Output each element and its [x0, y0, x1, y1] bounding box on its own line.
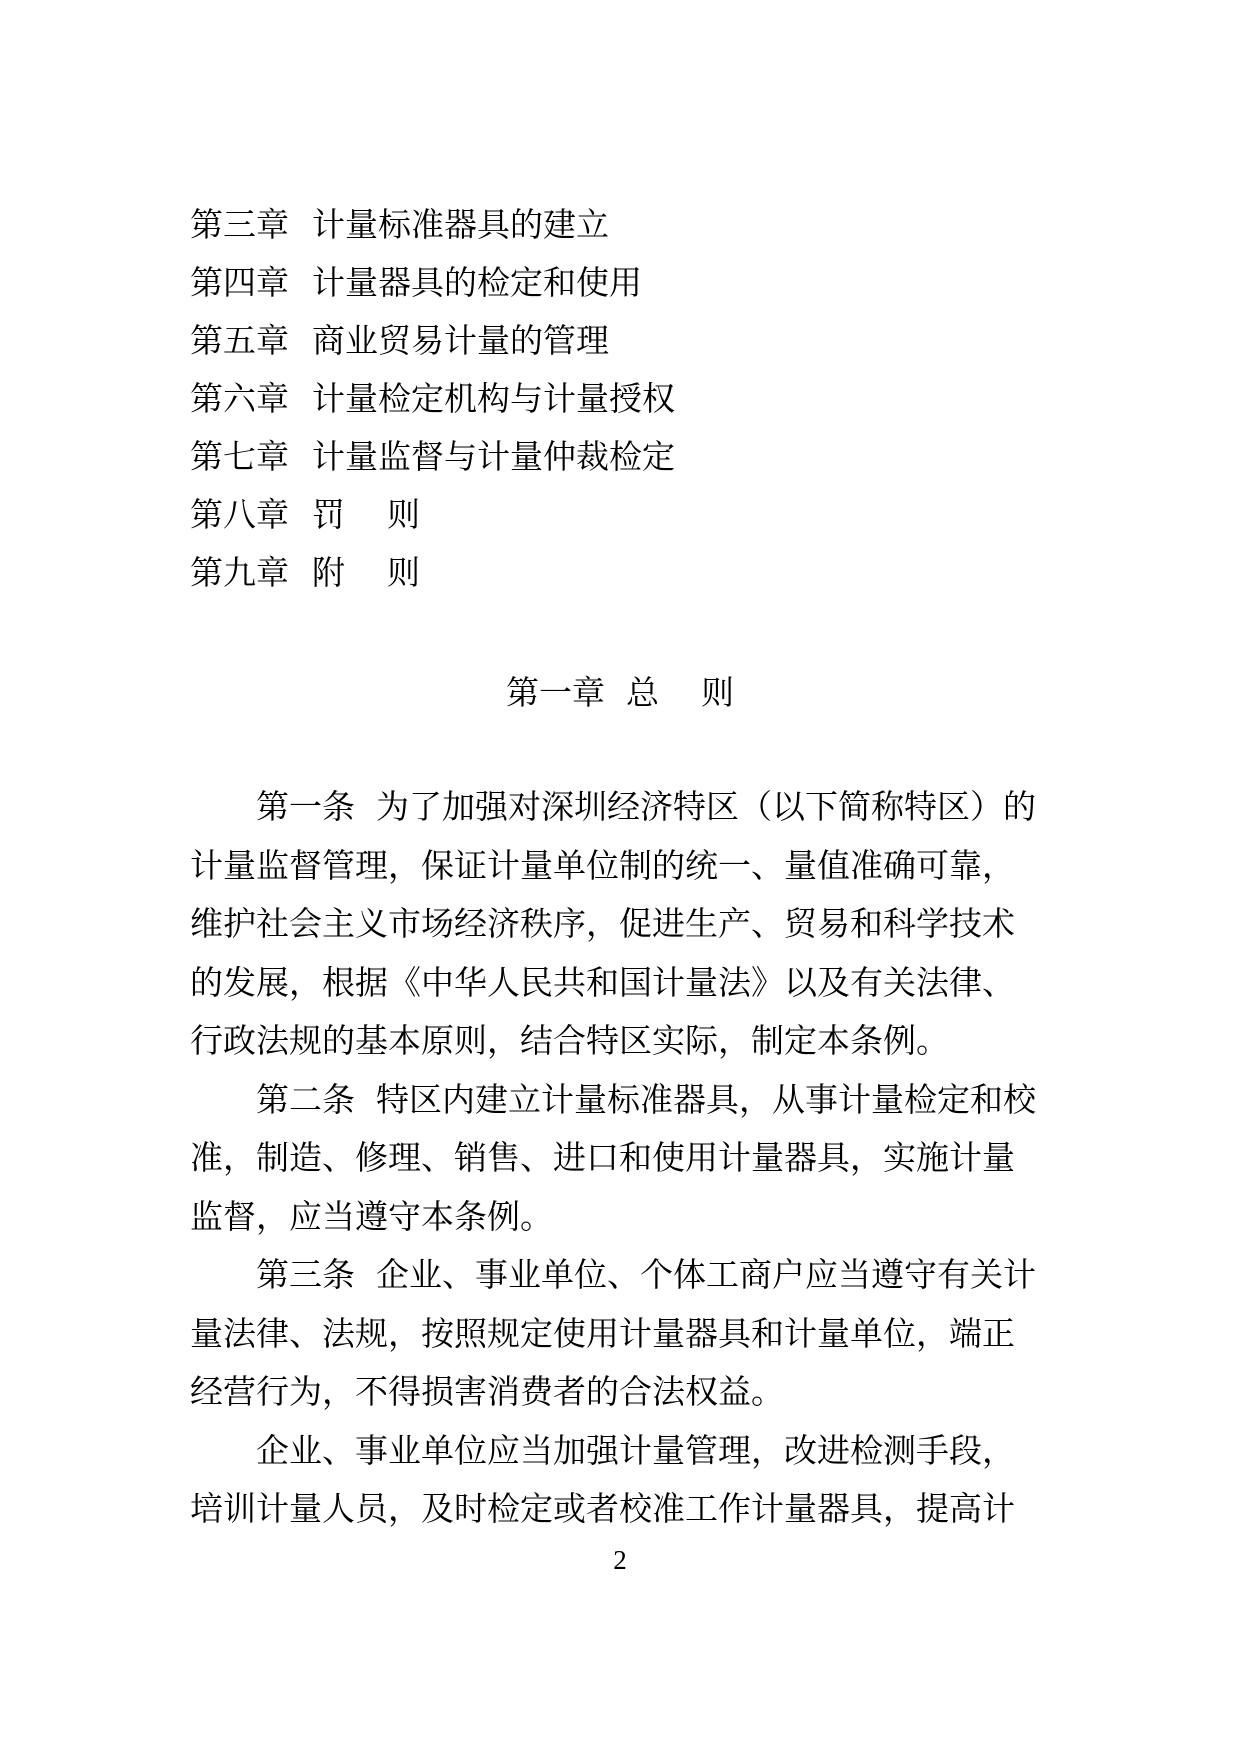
- article-1-line: 计量监督管理，保证计量单位制的统一、量值准确可靠，: [190, 845, 1015, 885]
- toc-chapter-title: 计量监督与计量仲裁检定: [312, 437, 675, 476]
- toc-chapter-number: 第五章: [190, 321, 289, 360]
- article-3-line: 量法律、法规，按照规定使用计量器具和计量单位，端正: [190, 1313, 1015, 1353]
- article-1-line: 的发展，根据《中华人民共和国计量法》以及有关法律、: [190, 962, 1015, 1002]
- toc-chapter-title: 计量标准器具的建立: [312, 205, 609, 244]
- toc-item-chapter-3: [190, 196, 1050, 254]
- toc-chapter-number: 第四章: [190, 263, 289, 302]
- article-3-paragraph-2-line: 培训计量人员，及时检定或者校准工作计量器具，提高计: [190, 1489, 1015, 1528]
- article-1-line: 维护社会主义市场经济秩序，促进生产、贸易和科学技术: [190, 904, 1015, 943]
- article-3-line: 经营行为，不得损害消费者的合法权益。: [190, 1372, 784, 1411]
- article-2-line: 准，制造、修理、销售、进口和使用计量器具，实施计量: [190, 1138, 1015, 1177]
- toc-item-chapter-8: [190, 486, 1050, 544]
- toc-chapter-title: 商业贸易计量的管理: [312, 321, 609, 360]
- toc-item-chapter-4: [190, 254, 1050, 312]
- toc-chapter-number: 第六章: [190, 379, 289, 418]
- toc-chapter-number: 第三章: [190, 205, 289, 244]
- toc-chapter-title: 计量检定机构与计量授权: [312, 379, 675, 418]
- toc-chapter-number: 第九章: [190, 553, 289, 592]
- body-text: [190, 778, 1056, 1539]
- chapter-heading: 第一章 总 则: [506, 673, 734, 712]
- article-2-line: 第二条 特区内建立计量标准器具，从事计量检定和校: [256, 1079, 1036, 1119]
- article-1-line: 第一条 为了加强对深圳经济特区（以下简称特区）的: [256, 787, 1036, 826]
- page-number: 2: [613, 1545, 627, 1575]
- table-of-contents: [190, 196, 1050, 602]
- toc-chapter-number: 第七章: [190, 437, 289, 476]
- toc-item-chapter-7: [190, 428, 1050, 486]
- toc-chapter-title: 计量器具的检定和使用: [312, 263, 642, 302]
- toc-chapter-number: 第八章: [190, 495, 289, 534]
- article-3-paragraph-2-line: 企业、事业单位应当加强计量管理，改进检测手段，: [256, 1430, 1015, 1470]
- article-1-line: 行政法规的基本原则，结合特区实际，制定本条例。: [190, 1021, 949, 1060]
- toc-item-chapter-6: [190, 370, 1050, 428]
- toc-chapter-title: 罚 则: [312, 495, 420, 534]
- article-2-line: 监督，应当遵守本条例。: [190, 1196, 553, 1236]
- toc-item-chapter-9: [190, 544, 1050, 602]
- toc-chapter-title: 附 则: [312, 553, 420, 592]
- toc-item-chapter-5: [190, 312, 1050, 370]
- article-3-line: 第三条 企业、事业单位、个体工商户应当遵守有关计: [256, 1255, 1036, 1294]
